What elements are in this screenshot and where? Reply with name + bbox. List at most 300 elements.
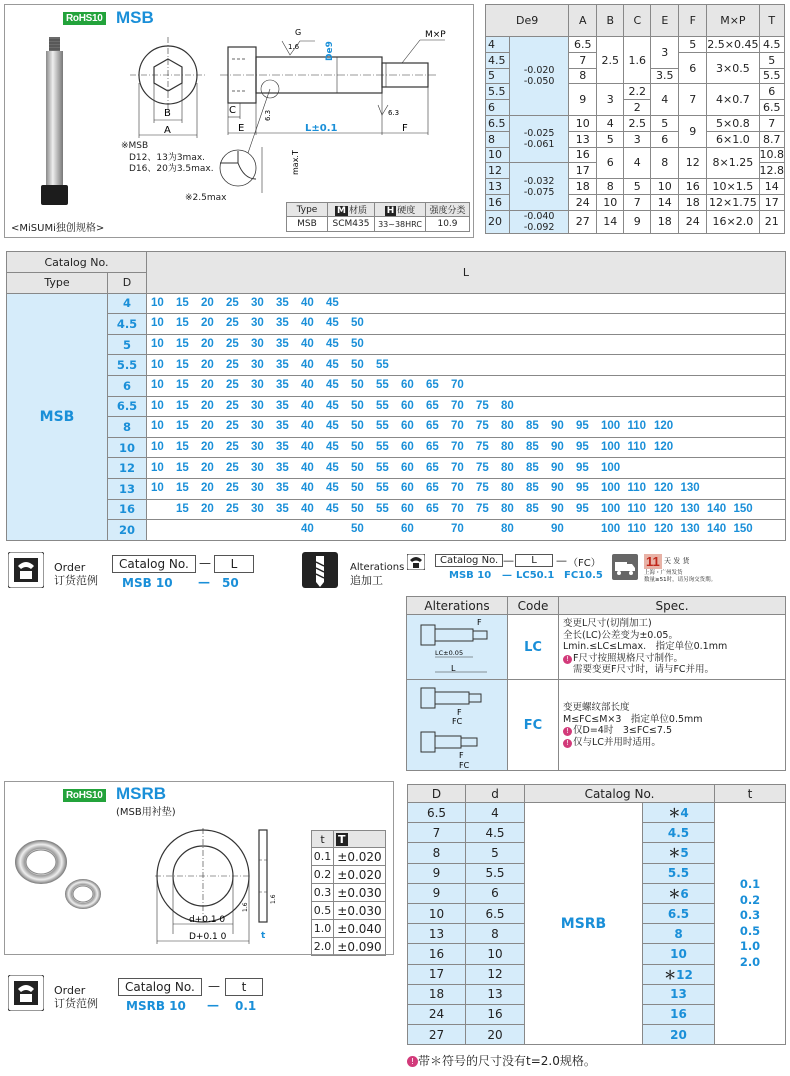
catalog-d-cell: 5 [108,334,147,355]
dim-d-cell: 5.5 [486,84,510,100]
catalog-d-cell: 12 [108,458,147,479]
star-mark: ＊ [664,967,677,982]
msrb-cat-value: 10 [670,946,687,961]
l-value: 70 [451,441,464,454]
dim-f-cell: 5 [679,37,707,53]
l-value: 65 [426,420,439,433]
l-value: 30 [251,338,264,351]
alt-h-spec: Spec. [559,597,786,615]
msrb-cat-value: 6 [680,886,689,901]
msrb-panel [4,781,394,955]
l-value: 65 [426,441,439,454]
l-value: 40 [301,296,314,309]
l-value: 10 [151,379,164,392]
l-value: 35 [276,461,289,474]
l-value: 55 [376,399,389,412]
dim-de9: De9 [325,41,335,61]
dim-mxp-cell: 3×0.5 [707,52,759,84]
l-value: 120 [654,523,674,536]
l-value: 25 [226,338,239,351]
dim-b: B [164,108,171,119]
phone-small-icon [407,554,425,570]
dim-t-cell: 4.5 [759,37,785,53]
mat-grade: 10.9 [426,217,470,232]
l-value: 55 [376,461,389,474]
tol-t-cell: 0.2 [312,866,334,884]
l-value: 10 [151,317,164,330]
alt-code-lc: LC [508,615,559,680]
l-value: 50 [351,502,364,515]
dim-a: A [164,125,171,136]
tol-upper: -0.020 [523,64,555,76]
msrb-t-value: 0.2 [739,892,761,907]
msrb-cat-value: 20 [670,1027,687,1042]
tol-lower: -0.061 [523,139,555,151]
l-value: 100 [601,482,621,495]
dim-b-cell: 4 [597,115,624,131]
order-cat-box: Catalog No. [112,555,196,573]
dim-d-cell: 8 [486,131,510,147]
l-value: 100 [601,523,621,536]
l-value: 70 [451,482,464,495]
l-value: 20 [201,420,214,433]
l-value: 45 [326,420,339,433]
dim-h-a: A [569,5,597,37]
msrb-cat-value: 8 [674,926,683,941]
msrb-dim-r2: 1.6 [270,894,277,904]
l-value: 80 [501,441,514,454]
l-value: 35 [276,441,289,454]
catalog-d-cell: 4 [108,293,147,314]
catalog-body [7,293,786,540]
l-value: 130 [680,523,700,536]
mat-hardness: 33~38HRC [375,217,426,232]
l-value: 15 [176,317,189,330]
msrb-title: MSRB [116,784,167,803]
tol-t-cell: 0.1 [312,848,334,866]
mat-badge-m: M [337,206,346,216]
l-value: 90 [551,441,564,454]
l-value: 20 [201,399,214,412]
cat-h-catalog: Catalog No. [7,252,147,273]
dim-e-cell: 3 [651,37,679,69]
order2-section: Order 订货范例 Catalog No. — t MSRB 10 — 0.1 [8,975,288,1015]
msrb-cat-cell [643,803,715,823]
ship-note-1: 上海・广州发货 [644,570,683,576]
catalog-l-cell [147,520,786,541]
spec-line: M≤FC≤M×3 指定单位0.5mm [563,713,703,725]
l-value: 50 [351,338,364,351]
dim-e: E [238,123,245,134]
l-value: 40 [301,358,314,371]
l-value: 65 [426,502,439,515]
l-value: 55 [376,502,389,515]
dim-d-cell: 10 [486,147,510,163]
tol-value-cell: ±0.020 [334,848,386,866]
tol-lower: -0.092 [523,221,555,233]
l-value: 10 [151,420,164,433]
l-value: 60 [401,399,414,412]
msrb-t-value: 0.5 [739,923,761,938]
l-value: 130 [680,502,700,515]
msrb-tolerance-table [311,830,386,956]
dim-maxt: max.T [291,150,300,175]
l-value: 75 [476,441,489,454]
msrb-t-value: 1.0 [739,939,761,954]
dim-e-cell: 8 [651,147,679,179]
l-value: 50 [351,441,364,454]
l-value: 45 [326,502,339,515]
dim-mxp-cell: 2.5×0.45 [707,37,759,51]
l-value: 35 [276,296,289,309]
msrb-cat-value: 5.5 [667,866,690,881]
alt-lc-figure [407,615,508,680]
dim-slope: 1.6 [288,43,300,51]
l-value: 40 [301,461,314,474]
dim-a-cell: 16 [569,147,597,163]
msrb-table [407,784,786,1045]
msrb-cat-cell [643,843,715,863]
alt-ex-fc: FC10.5 [564,570,603,581]
msrb-cat-cell [643,1025,715,1045]
spec-line: Lmin.≤LC≤Lmax. 指定单位0.1mm [563,641,728,653]
l-value: 95 [576,482,589,495]
alt-lc-l: L [451,664,456,673]
msrb-cat-value: 5 [680,846,689,861]
l-value: 85 [526,441,539,454]
cat-h-l: L [147,252,786,294]
order2-label-cn: 订货范例 [54,997,98,1010]
dimension-table [485,4,785,234]
phone-icon-2 [8,975,44,1011]
l-value: 35 [276,379,289,392]
tol-lower: -0.075 [523,186,555,198]
catalog-l-cell [147,334,786,355]
msrb-rohs-badge: RoHS10 [63,789,106,802]
msrb-h-cat: Catalog No. [525,785,715,803]
l-value: 10 [151,358,164,371]
dim-a-cell: 10 [569,115,597,131]
l-value: 25 [226,379,239,392]
l-value: 70 [451,502,464,515]
msrb-t-value: 0.3 [739,908,761,923]
l-value: 75 [476,399,489,412]
msrb-cat-cell [643,944,715,964]
mat-type: MSB [287,217,328,232]
dim-e-cell: 4 [651,84,679,116]
dim-body [486,37,785,234]
dim-mxp-cell: 12×1.75 [707,194,759,210]
l-value: 40 [301,482,314,495]
dim-a-cell: 13 [569,131,597,147]
dim-d-cell: 5 [486,68,510,84]
l-value: 110 [627,420,647,433]
l-value: 50 [351,379,364,392]
catalog-l-cell [147,314,786,335]
msrb-dim-t: t [261,931,266,941]
l-value: 15 [176,441,189,454]
dim-tol-cell [510,210,569,233]
mat-h-hardness: 硬度 [397,206,416,216]
spec-line: 全长(LC)公差变为±0.05。 [563,629,678,641]
l-value: 45 [326,482,339,495]
l-value: 20 [201,482,214,495]
star-mark: ＊ [668,806,681,821]
msrb-tol-badge: T [338,832,346,846]
msrb-bigd-cell: 8 [408,843,466,863]
mat-material: SCM435 [328,217,375,232]
msrb-cat-cell [643,883,715,903]
dim-a-cell: 8 [569,68,597,84]
l-value: 35 [276,399,289,412]
dim-b-cell: 5 [597,131,624,147]
msrb-bigd-cell: 9 [408,883,466,903]
l-value: 60 [401,379,414,392]
l-value: 10 [151,441,164,454]
l-value: 35 [276,358,289,371]
l-value: 30 [251,441,264,454]
dim-b-cell: 3 [597,84,624,116]
l-value: 120 [654,441,674,454]
msrb-d-cell: 20 [466,1025,525,1045]
msb-title: MSB [116,8,154,27]
cat-h-type: Type [7,273,108,294]
catalog-d-cell: 4.5 [108,314,147,335]
l-value: 95 [576,441,589,454]
tol-t-cell: 0.5 [312,902,334,920]
dim-h-mxp: M×P [707,5,759,37]
msrb-cat-value: 4 [680,806,689,821]
l-value: 25 [226,461,239,474]
l-value: 25 [226,420,239,433]
l-value: 20 [201,461,214,474]
msrb-cat-value: 6.5 [667,906,690,921]
catalog-l-cell [147,355,786,376]
dim-c-cell: 7 [624,194,651,210]
order-label-cn: 订货范例 [54,574,98,587]
dim-a-cell: 7 [569,52,597,68]
days-badge: 11 [646,554,660,569]
msrb-bigd-cell: 7 [408,823,466,843]
mat-h-type: Type [287,203,328,217]
msrb-bigd-cell: 24 [408,1004,466,1024]
msrb-d-cell: 6.5 [466,903,525,923]
dim-a-cell: 24 [569,194,597,210]
dim-f: F [402,123,408,134]
dim-c-cell: 3 [624,131,651,147]
dim-d-cell: 16 [486,194,510,210]
l-value: 90 [551,502,564,515]
l-value: 10 [151,461,164,474]
l-value: 75 [476,502,489,515]
order2-dash: — [208,979,220,993]
msrb-t-cell [715,803,786,1045]
dim-t-cell: 10.8 [759,148,784,162]
tol-upper: -0.040 [523,210,555,222]
msrb-h-d: d [466,785,525,803]
tol-upper: -0.032 [523,175,555,187]
l-value: 35 [276,482,289,495]
l-value: 30 [251,461,264,474]
alt-h-alterations: Alterations [407,597,508,615]
l-value: 80 [501,420,514,433]
l-value: 85 [526,420,539,433]
l-value: 45 [326,296,339,309]
ship-note-2: 数量≥51时，请另询交货期。 [644,577,717,583]
l-value: 120 [654,420,674,433]
l-value: 55 [376,482,389,495]
l-value: 20 [201,441,214,454]
msrb-cat-value: 16 [670,1007,687,1022]
l-value: 65 [426,461,439,474]
l-value: 60 [401,441,414,454]
msrb-bigd-cell: 17 [408,964,466,984]
l-value: 150 [733,523,753,536]
alt-ex-cat: MSB 10 [449,570,492,581]
l-value: 65 [426,399,439,412]
dim-b-cell: 6 [597,147,624,179]
alt-fc-f1: F [457,708,462,717]
l-value: 75 [476,461,489,474]
l-value: 15 [176,420,189,433]
l-value: 30 [251,399,264,412]
l-value: 50 [351,317,364,330]
l-value: 35 [276,317,289,330]
dim-b-cell: 14 [597,210,624,233]
dim-h-b: B [597,5,624,37]
alt-code-fc: FC [508,680,559,771]
order-ex-cat: MSB 10 [122,576,173,590]
l-value: 40 [301,338,314,351]
dim-mxp-cell: 6×1.0 [707,131,759,147]
dim-mxp-cell: 16×2.0 [707,210,759,233]
l-value: 40 [301,399,314,412]
alt-spec-lc [559,615,786,680]
l-value: 40 [301,441,314,454]
alt-fc-figure [407,680,508,771]
l-value: 110 [627,441,647,454]
l-value: 130 [680,482,700,495]
l-value: 140 [707,523,727,536]
spec-line: 仅D=4时 3≤FC≤7.5 [573,725,672,736]
l-value: 20 [201,358,214,371]
dim-t-cell: 7 [759,115,785,131]
msrb-t-value: 2.0 [739,954,761,969]
l-value: 45 [326,379,339,392]
l-value: 55 [376,358,389,371]
alt-label-cn: 追加工 [350,574,383,587]
dim-mxp-cell: 10×1.5 [707,179,759,195]
dim-h-c: C [624,5,651,37]
tol-value-cell: ±0.030 [334,884,386,902]
l-value: 50 [351,482,364,495]
tol-t-cell: 2.0 [312,938,334,956]
msrb-tol-h: t [312,831,334,848]
spec-line: 仅与LC并用时适用。 [573,736,661,748]
tol-t-cell: 0.3 [312,884,334,902]
note-1: D12、13为3max. [129,152,206,163]
l-value: 80 [501,461,514,474]
phone-icon [8,552,44,588]
alt-h-code: Code [508,597,559,615]
dim-h-de9: De9 [486,5,569,37]
l-value: 45 [326,441,339,454]
l-value: 85 [526,482,539,495]
dim-t-cell: 17 [759,194,785,210]
l-value: 10 [151,296,164,309]
catalog-d-cell: 8 [108,417,147,438]
dim-t-cell: 21 [759,210,785,233]
dim-c: C [229,105,236,116]
dim-f-cell: 6 [679,52,707,84]
l-value: 60 [401,420,414,433]
l-value: 120 [654,502,674,515]
order2-ex-cat: MSRB 10 [126,999,186,1013]
mat-h-material: 材质 [348,206,367,216]
catalog-l-cell [147,375,786,396]
dim-c-cell: 5 [624,179,651,195]
alterations-section: Alterations 追加工 Catalog No. — L — （FC） MSB 10 — LC50.1 FC10.5 11 天 发 货 上海・广州发货 数量≥51时，请另询交货期。 [302,552,787,592]
dim-l: L±0.1 [305,123,338,134]
l-value: 80 [501,399,514,412]
l-value: 40 [301,523,314,536]
l-value: 60 [401,482,414,495]
alt-fc-fc2: FC [459,761,470,770]
tol-value-cell: ±0.030 [334,902,386,920]
l-value: 100 [601,502,621,515]
l-value: 110 [627,523,647,536]
msrb-d-cell: 8 [466,924,525,944]
l-value: 40 [301,502,314,515]
l-value: 70 [451,523,464,536]
dim-b-cell: 2.5 [597,37,624,84]
tol-value-cell: ±0.040 [334,920,386,938]
msrb-h-bigd: D [408,785,466,803]
mat-h-grade: 强度分类 [426,203,470,217]
dim-b-cell: 8 [597,179,624,195]
tol-t-cell: 1.0 [312,920,334,938]
l-value: 70 [451,461,464,474]
l-value: 85 [526,461,539,474]
l-value: 35 [276,338,289,351]
order2-label-en: Order [54,984,86,997]
msrb-drawing [155,826,305,951]
star-mark: ＊ [668,886,681,901]
catalog-table [6,251,786,541]
dim-h-e: E [651,5,679,37]
catalog-d-cell: 10 [108,437,147,458]
catalog-l-cell [147,458,786,479]
l-value: 45 [326,317,339,330]
l-value: 10 [151,482,164,495]
dim-t-cell: 12.8 [759,164,784,178]
l-value: 40 [301,317,314,330]
note-2: D16、20为3.5max. [129,164,214,174]
alteration-icon [302,552,338,588]
msrb-dim-d: d+0.1 0 [189,915,226,925]
l-value: 55 [376,441,389,454]
l-value: 110 [627,482,647,495]
l-value: 35 [276,502,289,515]
dim-t-cell: 5.5 [759,68,785,84]
alt-spec-fc [559,680,786,771]
l-value: 10 [151,399,164,412]
order2-t-box: t [225,978,263,996]
dim-t-cell: 6 [759,84,785,100]
l-value: 30 [251,296,264,309]
warning-icon: ! [407,1056,418,1067]
alt-fc-label: （FC） [568,558,601,569]
